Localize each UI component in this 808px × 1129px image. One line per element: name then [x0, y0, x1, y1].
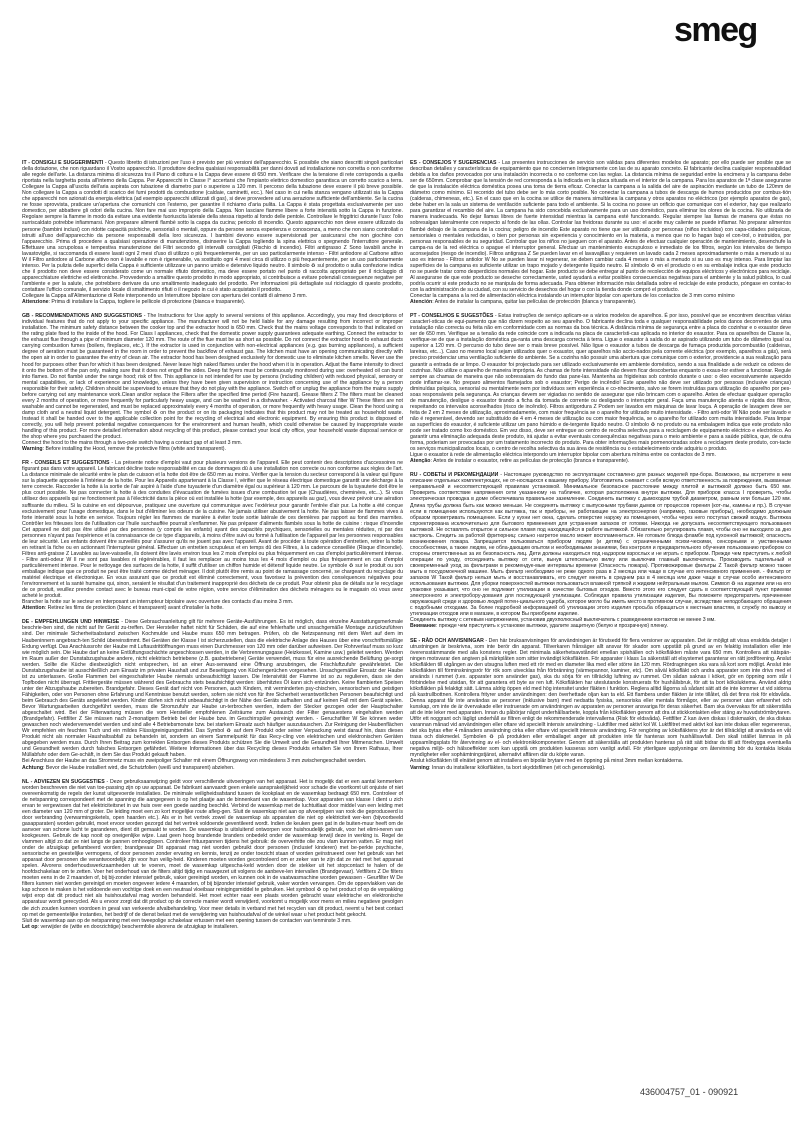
section-se [410, 638, 791, 771]
note-label: Varning [410, 764, 430, 771]
right-column [410, 160, 791, 1075]
note-label: Warning [22, 446, 43, 453]
note-text: Conectar la campana a la red de alimentación eléctrica instalando un interruptor bipolar con apertura de los contactos de 3 mm como mínimo [410, 293, 735, 300]
section-note [22, 605, 403, 611]
section-gb [22, 313, 403, 452]
section-heading: SE - RÅD OCH ANVISNINGAR [410, 637, 484, 644]
document-code: 436004757_01 - 090921 [640, 1087, 739, 1097]
note-text: : Antes de instalar la campana, quitar las películas de protección (blanca y transparente). [432, 299, 637, 306]
instruction-columns [12, 160, 798, 1075]
left-column [22, 160, 403, 1075]
note-text: Ligue o exaustor à rede de alimentação eléctrica interpondo um interruptor bipolar com abertura mínima entre os contactos de 3 mm. [410, 452, 716, 459]
note-text: Anslut köksfläkten till elnätet genom att installera en bipolär brytare med en öppning på minst 3mm mellan kontakterna. [410, 758, 684, 765]
section-it [22, 160, 403, 305]
section-nl [22, 779, 403, 930]
section-ru [410, 472, 791, 629]
note-text: : verwijder de (witte en doorzichtige) beschermfolie alvorens de afzuigkap te installeren. [37, 923, 239, 930]
section-body: - Diese Gebrauchsanleitung gilt für mehrere Geräte-Ausführungen. Es ist möglich, dass einzelne Ausstattungsmerkmale beschrie-ben sind, die nicht auf Ihr Gerät zu-treffen. Der Hersteller haftet nicht für Schäden, die auf eine fehlerhafte und unsachgemäße Montage zurückzuführen sind. Der minimale Sicherheitsabstand zwischen Kochmulde und Haube muss 650 mm betragen. Prüfen, ob die Netzspannung mit dem Wert auf dem im Haubeninnern angebrach-ten Schild übereinstimmt. Bei Geräten der Klasse I ist sicherzustellen, dass die elektrische Anlage des Hauses über eine vorschriftsmäßige Erdung verfügt. Das Anschlussrohr der Haube mit Luftaustrittöffnungen muss einen Durchmesser von 120 mm oder darüber aufweisen. Der Rohrverlauf muss so kurz wie möglich sein. Die Haube darf an keine Entlüftungsschächte angeschlossen werden, in die Verbrennungsgase (Heizkessel, Kamine usw.) geleitet werden. Werden im Raum außer der Dunstabzugshaube andere, nicht elektrisch betriebene (z.B. gasbetriebene) Geräte verwendet, muss für eine ausreichende Belüftung ge-sorgt werden. Sollte die Küche diesbezüglich nicht entsprechen, ist an einer Aus-senwand eine Öffnung anzubringen, die Frischluftzufuhr gewährleistet. Die Dunstabzugshaube ist ausschließlich zum Einsatz im privaten Haushalt und zur Beseitigung von Küchengerüchen vorgesehen. Unsachgemäßer Einsatz der Haube ist zu unterlassen. Große Flammen bei eingeschalteter Haube niemals unbeaufsichtigt lassen. Die Intensivität der Flamme ist so zu regulieren, dass sie den Topfboden nicht überragt. Frittiergeräte müssen während des Gebrauchs stets beaufsichtigt werden: überhitztes Öl kann sich entzünden. Keine flambierten Speisen unter der Abzugshaube zubereiten. Brandgefahr. Dieses Gerät darf nicht von Personen, auch Kindern, mit verminderten psy-chischen, sensorischen und geistigen Fähigkeiten, oder von Personen ohne Erfahrung und Kenntnisse benutzt werden, sofern sie nicht von für ihre Sicherheit verantwortlichen Personen beaufsichtigt und beim Gebrauch des Geräts angeleitet werden. Kinder dürfen sich nicht unbeaufsichtigt in der Nähe des Geräts aufhalten und auf keinen Fall mit dem Gerät spielen. Bevor Wartungsarbeiten durchgeführt werden, muss die Stromzufuhr zur Haube un-terbrochen werden, indem der Stecker gezogen oder der Hauptschalter abgeschaltet wird. Bei der Filterwartung müssen die vom Hersteller empfohlenen Zeiträume zum Austausch der Filter genauestens eingehalten werden (Brandgefahr). Fettfilter Z Sie müssen nach 2-monatigem Betrieb bei der Haube bzw. im Geschirrspüler gereinigt werden. - Geruchsfilter W Sie können weder gewaschen noch wiederverwendet werden und sind alle 4 Betriebsmonate bzw. bei starkem Einsatz auch häufiger auszutauschen. Zur Reinigung der Haubenflächen Wir empfehlen ein feuchtes Tuch und ein mildes Flüssigreinigungsmittel. Das Symbol ♻ auf dem Produkt oder seiner Verpackung weist darauf hin, dass dieses Produkt nicht als normaler Haushaltsabfall zu behandeln ist, sondern an einem Sammelpunkt für das Recy-cling von elektrischen und elektronischen Geräten abgegeben werden muss. Durch Ihren Beitrag zum korrekten Entsorgen dieses Produkts schützen Sie die Umwelt und die Gesundheit Ihrer Mitmenschen. Umwelt und Gesundheit werden durch falsches Entsorgen gefährdet. Weitere Informationen über das Recycling dieses Produkts erhalten Sie von Ihrem Rathaus, Ihrer Müllabfuhr oder dem Ge-schäft, in dem Sie das Produkt gekauft haben. [22, 619, 403, 759]
section-pt [410, 313, 791, 464]
section-heading: FR - CONSEILS ET SUGGESTIONS [22, 460, 110, 467]
section-note [410, 458, 791, 464]
section-heading: GB - RECOMMENDATIONS AND SUGGESTIONS [22, 313, 142, 320]
note-label: Atención [410, 299, 433, 306]
section-body: - Deze gebruiksaanwijzing geldt voor verschillende uitvoeringen van het apparaat. Het is mogelijk dat er een aantal kenmerken worden beschreven die niet van toe-passing zijn op uw apparaat. De fabrikant aanvaardt geen enkele aansprakelijkheid voor schade die voortkomt uit onjuiste of niet overeenkomstig de regels der kunst uitgevoerde installaties. De minimale veiligheidsafstand tussen de kookplaat en de wasemkap bedraagt 650 mm. Controleer of de netspanning correspondeert met de spanning die aangegeven is op het plaatje aan de binnenkant van de wasemkap. Voor apparaten van klasse I dient u zich ervan te vergewissen dat het elektriciteitsnet in uw huis over een goede aarding beschikt. Verbind de wasemkap met de luchtuitlaat door middel van een leiding met een diameter van 120 mm of groter. De leiding moet een zo kort mogelijke route afleg-gen. Sluit de wasemkap niet aan op afvoerpijpen van rook die geproduceerd is door verbranding (verwarmingsketels, open haarden etc.). Als er in het vertrek zowel de wasemkap als apparaten die niet op elektriciteit wer-ken (bijvoorbeeld gasapparaten) worden gebruikt, moet ervoor worden gezorgd dat het vertrek voldoende geventileerd wordt. Indien de keuken geen gat in de buiten-muur heeft om de aanvoer van schone lucht te garanderen, dient dit gemaakt te worden. De wasemkap is uitsluitend ontworpen voor huishoudelijk gebruik, voor het elimi-neren van kookgeuren. Gebruik de kap nooit op oneigenlijke wijze. Laat geen hoog brandende branders onbedekt onder de wasemkap terwijl deze in werking is. Regel de vlammen altijd zo dat ze niet langs de pannen omhooglopen. Controleer frituurpannen tijdens het gebruik: de oververhitte olie zou vlam kunnen vatten. Er mag niet onder de afzuigkap geflambeerd worden; brandgevaar Dit apparaat mag niet worden gebruikt door personen (inclusief kinderen) met be-perkte psychische, sensorische en geestelijke vermogens, of door personen zonder ervaring en kennis, tenzij ze onder toezicht staan of worden geïnstrueerd over het gebruik van het apparaat door personen die verantwoordelijk zijn voor hun veilig-heid. Kinderen moeten worden gecontroleerd om er zeker van te zijn dat ze niet met het apparaat spelen. Alvorens onderhoudswerkzaamheden uit te voeren, moet de wasemkap uitgescha-keld worden door de stekker uit het stopcontact te halen of de hoofdschakelaar om te zetten. Voer het onderhoud van de filters altijd tijdig en nauwgezet uit volgens de aanbeve-len intervallen (Brandgevaar). Vetfilters Z De filters moeten eens in de 2 maanden of, bij bij-zonder intensief gebruik, vaker gereinigd worden, en kunnen ook in de vaatwasmachine worden gewassen - Geurfilter W De filters kunnen niet worden gereinigd en moeten ongeveer iedere 4 maanden, of bij bijzonder intensief gebruik, vaker worden vervangen. Om de oppervlakken van de kap schoon te maken is het voldoende een vochtige doek en een neutraal vloeibaar reinigingsmiddel te gebruiken. Het symbool ♻ op het product of op de verpakking wijst erop dat dit product niet als huishoudafval mag worden behandeld. Het moet echter naar een plaats worden gebracht waar elektrische en elektronische apparatuur wordt gerecycled. Als u ervoor zorgt dat dit product op de correcte manier wordt verwijderd, voorkomt u mogelijk voor mens en milieu negatieve gevolgen die zich zouden kunnen voordoen in geval van verkeerde afvalbehandeling. Voor meer details in verband met het recyclen van dit product, neemt u het best contact op met de gemeentelijke instanties, het bedrijf of de dienst belast met de verwijdering van huishoudafval of de winkel waar u het product hebt gekocht. [22, 778, 403, 918]
section-note [22, 446, 403, 452]
section-heading: ES - CONSEJOS Y SUGERENCIAS [410, 160, 497, 166]
section-de [22, 619, 403, 770]
note-text: : Retirez les films de protection (blanc et transparent) avant d'installer la hotte. [44, 605, 224, 612]
section-body: - La présente notice d'emploi vaut pour plusieurs versions de l'appareil. Elle peut contenir des descriptions d'accessoires ne figurant pas dans votre appareil. Le fabricant décline toute responsabilité en cas de dommages dû à une installation non correcte ou non conforme aux règles de l'art. La distance minimale de sécurité entre le plan de cuisson et la hotte doit être de 650 mm au moins. Vérifier que la tension du secteur correspond à la valeur qui figure sur la plaquette apposée à l'intérieur de la hotte. Pour les Appareils appartenant à la Classe I, vérifier que le réseau électrique domestique garantit une décharge à la terre correcte. Raccorder la hotte à la sortie de l'air aspiré à l'aide d'une tuyauterie d'un diamètre égal ou supérieur à 120 mm. Le parcours de la tuyauterie doit être le plus court possible. Ne pas connecter la hotte à des conduites d'évacuation de fumées issues d'une combustion tel que (Chaudières, cheminées, etc...). Si vous utilisez des appareils qui ne fonctionnent pas à l'électricité dans la pièce où est installée la hotte (par exemple, des appareils au gaz), vous devez prévoir une aération suffisante du milieu. Si la cuisine en est dépourvue, pratiquez une ouverture qui communique avec l'extérieur pour garantir l'entrée d'air pur. La hotte a été conçue exclusivement pour l'usage domestique, dans le but d'éliminer les odeurs de la cuisine. Ne jamais utiliser abusivement la hotte. Ne pas laisser de flammes vives à forte intensité sous la hotte en service. Toujours régler les flammes de manière à éviter toute sortie latérale de ces dernières par rapport au fond des marmites. Contrôler les friteuses lors de l'utilisation car l'huile surchauffée pourrait s'enflammer. Ne pas préparer d'aliments flambés sous la hotte de cuisine : risque d'incendie Cet appareil ne doit pas être utilisé par des personnes (y compris les enfants) ayant des capacités psychiques, sensorielles ou mentales réduites, ni par des personnes n'ayant pas l'expérience et la connaissance de ce type d'appareils, à moins d'être suivi ou formé à l'utilisation de l'appareil par les personnes responsables de leur sécurité. Les enfants doivent être surveillés pour s'assurer qu'ils ne jouent pas avec l'appareil. Avant de procéder à toute opération d'entretien, retirer la hotte en retirant la fiche ou en actionnant l'interrupteur général. Effectuer un entretien scrupuleux et en temps dû des Filtres, à la cadence conseillée (Risque d'incendie). Filtres anti-graisse Z Lavables au lave-vaisselle, ils doivent être lavés environ tous les 2 mois d'emploi ou plus fréquemment en cas d'emploi particulièrement intense. - Filtre anti-odeur W Il ne sont pas lavables ni régénérables, il faut les remplacer au moins tous les 4 mois d'emploi ou plus fréquemment en cas d'emploi particulièrement intense. Pour le nettoyage des surfaces de la hotte, il suffit d'utiliser un chiffon humide et détersif liquide neutre. Le symbole ♻ sur le produit ou son emballage indique que ce produit ne peut être traité comme déchet ménager. Il doit plutôt être remis au point de ramassage concerné, se chargeant du recyclage du matériel électrique et électronique. En vous assurant que ce produit est éliminé correctement, vous favorisez la prévention des conséquences négatives pour l'environnement et la santé humaine qui, sinon, seraient le résultat d'un traitement inapproprié des déchets de ce produit. Pour obtenir plus de détails sur le recyclage de ce produit, veuillez prendre contact avec le bureau muni-cipal de votre région, votre service d'élimination des déchets ménagers ou le magasin où vous avez acheté le produit. [22, 460, 403, 600]
note-label: Achtung [22, 764, 44, 771]
note-label: Внимание [410, 623, 436, 630]
section-heading: PT - CONSELHOS E SUGESTÕES [410, 313, 494, 320]
note-text: Sluit de wasemkap aan op de netspanning met een tweepolige schakelaar ertussen met een opening tussen de contacten van tenminste 3 mm. [22, 917, 352, 924]
section-heading: IT - CONSIGLI E SUGGERIMENTI [22, 160, 104, 166]
note-label: Attention [22, 605, 45, 612]
section-fr [22, 460, 403, 611]
note-text: : Bevor die Haube installiert wird, die Schutzfolien (weiß und transparent) abziehen. [43, 764, 235, 771]
note-text: Brancher la hotte sur le secteur en interposant un interrupteur bipolaire avec ouverture des contacts d'au moins 3 mm. [22, 599, 294, 606]
section-heading: RU - СОВЕТЫ И РЕКОМЕНДАЦИИ [410, 472, 499, 479]
section-es [410, 160, 791, 305]
section-note [410, 299, 791, 305]
note-text: : Prima di installare la Cappa, togliere le pellicole di protezione (bianca e trasparente). [48, 299, 246, 306]
section-note [410, 765, 791, 771]
section-note [22, 299, 403, 305]
section-note [22, 765, 403, 771]
smeg-logo [674, 14, 784, 48]
section-body: - Questo libretto di istruzioni per l'uso è previsto per più versioni dell'apparecchio. È possibile che siano descritti singoli particolari della dotazione, che non riguardano il Vostro apparecchio. Il produttore declina qualsiasi responsabilità per danni dovuti ad installazione non corretta o non conforme alle regole dell'arte. La distanza minima di sicurezza tra il Piano di cottura e la Cappa deve essere di 650 mm. Verificare che la tensione di rete corrisponda a quella riportata nella targhetta posta all'interno della Cappa. Per Apparecchi in Classe I° accertarsi che l'impianto elettrico domestico garantisca un corretto scarico a terra. Collegare la Cappa all'uscita dell'aria aspirata con tubazione di diametro pari o superiore a 120 mm. Il percorso della tubazione deve essere il più breve possibile. Non collegare la Cappa a condotti di scarico dei fumi prodotti da combustione (caldaie, caminetti, ecc.). Nel caso in cui nella stanza vengano utilizzati sia la Cappa che apparecchi non azionati da energia elettrica (ad esempio apparecchi utilizzati di gas), si deve provvedere ad una aerazione sufficiente dell'ambiente. Se la cucina ne fosse sprovvista, praticare un'apertura che comunichi con l'esterno, per garantire il richiamo d'aria pulita. La Cappa è stata progettata esclusivamente per uso domestico, per abbattere gli odori della cucina. Non fare mai uso improprio della Cappa. Non lasciare fiamme libere a forte intensità sotto la Cappa in funzione. Regolare sempre la fiamme in modo da evitare una evidente fuoriuscita laterale della stessa rispetto al fondo delle pentole. Controllare le friggitrici durante l'uso: l'olio surriscaldato potrebbe infiammarsi. Non preparare alimenti flambè sotto la cappa da cucina; pericolo di incendio. Questo apparecchio non deve essere utilizzato da persone (bambini inclusi) con ridotte capacità psichiche, sensoriali o mentali, oppure da persone senza esperienza e conoscenza, a meno che non siano controllati o istruiti all'uso dell'apparecchio da persone responsabili della loro sicurezza. I bambini devono essere supervisionati per assicurarsi che non giochino con l'apparecchio. Prima di procedere a qualsiasi operazione di manutenzione, disinserire la Cappa togliendo la spina elettrica o spegnendo l'interruttore generale. Effettuare una scrupolosa e tempestiva manutenzione dei Filtri secondo gli intervalli consigliati (Rischio di incendio). Filtri antigrasso Z Sono lavabili anche in lavastoviglie, si raccomanda di essere lavati ogni 2 mesi d'uso di utilizzo o più frequentemente, per un uso particolarmente intenso - Filtri antiodore al Carbone attivo W il Filtro antiodore al Carbone attivo non è lavabile e non è rigenerabile, va sostituito ogni 4 mesi circa di utilizzo o più frequentemente, per un uso particolarmente intenso. Per la pulizia delle superfici della Cappa è sufficiente utilizzare un panno umido e detersivo liquido neutro. Il simbolo ♻ sul prodotto o sulla confezione indica che il prodotto non deve essere considerato come un normale rifiuto domestico, ma deve essere portato nel punto di raccolta appropriato per il riciclaggio di apparecchiature elettriche ed elettroniche. Provvedendo a smaltire questo prodotto in modo appropriato, si contribuisce a evitare potenziali conseguenze negative per l'ambiente e per la salute, che potrebbero derivare da uno smaltimento inadeguato del prodotto. Per informazioni più dettagliate sul riciclaggio di questo prodotto, contattare l'ufficio comunale, il servizio locale di smaltimento rifiuti o il negozio in cui è stato acquistato il prodotto. [22, 160, 403, 293]
note-label: Let op [22, 923, 38, 930]
note-text: Connect the hood to the mains through a two-pole switch having a contact gap of at least 3 mm. [22, 440, 243, 447]
section-note [410, 623, 791, 629]
note-text: Соединить вытяжку с сетевым напряжением, установив двухполюсный выключатель с разведением контактов не менее 3 мм. [410, 617, 716, 624]
section-body: - The Instructions for Use apply to several versions of this appliance. Accordingly, you may find descriptions of individual features that do not apply to your specific appliance. The manufacturer will not be held liable for any damage resulting from incorrect or improper installation. The minimum safety distance between the cooker top and the extractor hood is 650 mm. Check that the mains voltage corresponds to that indicated on the rating plate fixed to the inside of the hood. For Class I appliances, check that the domestic power supply guarantees adequate earthing. Connect the extractor to the exhaust flue through a pipe of minimum diameter 120 mm. The route of the flue must be as short as possible. Do not connect the extractor hood to exhaust ducts carrying combustion fumes (boilers, fireplaces, etc.). If the extractor is used in conjunction with non-electrical appliances (e.g. gas burning appliances), a sufficient degree of aeration must be guaranteed in the room in order to prevent the backflow of exhaust gas. The kitchen must have an opening communicating directly with the open air in order to guarantee the entry of clean air. The extractor hood has been designed exclusively for domestic use to eliminate kitchen smells. Never use the hood for purposes other than for which it has been designed. Never leave high naked flames under the hood when it is in operation. Adjust the flame intensity to direct it onto the bottom of the pan only, making sure that it does not engulf the sides. Deep fat fryers must be continuously monitored during use: overheated oil can burst into flames. Do not flambè under the range hood; risk of fire. This appliance is not intended for use by persons (including children) with reduced physical, sensory or mental capabilities, or lack of experience and knowledge, unless they have been given supervision or instruction concerning use of the appliance by a person responsible for their safety. Children should be supervised to ensure that they do not play with the appliance. Switch off or unplug the appliance from the mains supply before carrying out any maintenance work.Clean and/or replace the Filters after the specified time period (Fire hazard). Grease filters Z The filters must be cleaned every 2 months of operation, or more frequently for particularly heavy usage, and can be washed in a dishwasher. - Activated charcoal filter W These filters are not washable and cannot be regenerated, and must be replaced approximately every 4 months of operation, or more frequently with heavy usage. Clean the hood using a damp cloth and a neutral liquid detergent. The symbol ♻ on the product or on its packaging indicates that this product may not be treated as household waste. Instead it shall be handed over to the applicable collection point for the recycling of electrical and electronic equipment. By ensuring this product is disposed of correctly, you will help prevent potential negative consequences for the environment and human health, which could otherwise be caused by inappropriate waste handling of this product. For more detailed information about recycling of this product, please contact your local city office, your household waste disposal service or the shop where you purchased the product. [22, 313, 403, 441]
section-body: - Настоящее руководство по эксплуатации составлено для разных моделей при-бора. Возможно, вы встретите в нем описание отдельных комплектующих, не от-носящихся к вашему прибору. Изготовитель снимает с себя всякую ответственность за повреждения, вызванные неправильной и несоответствующей правилам установкой. Минимальное безопасное расстояние между плитой и вытяжкой должно быть 650 мм. Проверить соответствие напряжения сети указанному на табличке, которая расположена внутри вытяжки. Для приборов класса I проверить, чтобы электрическая проводка в доме обеспечивала правильное заземление. Соединить вытяжку с дымоходом трубой диаметром, равным или больше 120 мм. Длина трубы должна быть как можно меньше. Не соединять вытяжку с выпускными трубами дымов от процессов горения (кот-лы, камины и пр.). В случае если в помещении используются как вытяжка, так и приборы, не работающие на электроэнергии (например, газовые приборы), необходимо должным образом проветривать помещение. Если у кухни нет окна, сделать отверстие наружу из помещения, чтобы через него поступал свежий воздух. Вытяжка спроектирована исключительно для бытового применения для устранения запахов от готовки. Никогда не допускать несоответствующего пользования вытяжкой. Не оставлять открытое и сильное пламя под находящейся в работе вытяжкой. Обязательно регулировать пламя, чтобы оно не выходило за дно кастрюль. Следить за работой фритюрниц: сильно нагретое масло может воспламениться. Не готовьте блюда фламбе под кухонной вытяжкой; опасность возникновения пожара. Запрещается пользоваться прибором людям (и детям) с ограниченными психи-ческими, сенсорными и умственными способностями, а также людям, не обла-дающим опытом и необходимыми знаниями, без контроля и предварительного обучения пользованию прибором со стороны ответственных за их безопасность лиц. Дети должны находиться под надзором взрослых и не играть с прибором. Прежде чем приступить к любой операции по уходу, отсоединить вытяжку от сети, вынув штепсельную вилку или выключив главный выключатель. Производить тщательный и своевременный уход за фильтрами в рекомендуе-мые интервалы времени (Опасность пожара). Противожировые фильтры Z Такой фильтр можно также мыть в посудомоечной машине. Мыть фильтр необходимо не реже одного раза в 2 месяца или чаще в случае его интенсивного применения. - Фильтр от запахов W Такой фильтр нельзя мыть и восстанавливать, его следует менять в среднем раз в 4 месяца или даже чаще в случае особо интенсивного использования вытяжки. Для уборки поверхностей вытяжки пользоваться влажной тряпкой и жидким нейтральным мылом. Символ ♻ на изделии или на его упаковке указывает, что оно не подлежит утилизации в качестве бытовых отходов. Вместо этого его следует сдать в соответствующий пункт приемки электронного и электробору-дования для последующей утилизации. Соблюдая правила утилизации изделия, Вы поможете предотвратить причинение окружающей среде и здоровью людей потен-циального ущерба, которое могло бы иметь место в противном случае, вследствие неподобающего обращения с подобными отходами. За более подробной информацией об утилизации этого изделия просьба обращаться к местным властям, в службу по вывозу и утилизации отходов или в магазин, в котором Вы приобрели изделие. [410, 472, 791, 618]
note-label: Atenção [410, 458, 431, 465]
note-text: : Before installing the Hood, remove the protective films (white and transparent). [42, 446, 226, 453]
note-text: : прежде чем приступить к установке вытяжки, удалите защитную (белую и прозрачную) пленку. [435, 623, 668, 630]
section-body: - Den här bruksanvisningen för användningen är förutsedd för flera versioner av apparaten. Det är möjligt att vissa enskilda detaljer i utrustningen är beskrivna, som inte berör din apparat. Tillverkaren frånsäger allt ansvar för skador som uppstått på grund av en felaktig installation eller inte överensstämmande med alla konstens regler. Det minimala säkerhetsavståndet emellan spishällen och köksfläkten måste vara 650 mm. Kontrollera att nätspän-ningen motsvarar den angiven på märkplåten som sitter invändigt köksfläkten. För apparater i klass 1a säkerställ att elsystemet garanterar en rätt jordförening. Anslut köksfläkten till utgången av den utsugna luften med ett rör med en diameter lika med eller större än 120 mm. Rördragningen ska vara så kort som möjligt. Anslut inte köksfläkten till förminskningsrör för rök som utvecklas från förbränning (värmepannor, kaminer, etc). Om såväl köksfläkt och andra apparater som inte drivs med el används i rummet (t.ex. apparater som använder gas), ska du sörja för en tillräcklig luftning av rummet. Om sådan saknas i köket, gör en öppning som står i förbindelse med utsidan, för att garantera ett byte av ren luft. Köksfläkten har uteslutande konstruerats för hushållsbruk, för att ta bort köksluktema. Använd aldrig köksfläkten på felaktigt sätt. Lämna aldrig öppen eld med hög intensitet under fläkten i funktion. Reglera alltid lågorna så sådant sätt att de inte kommer ut vid sidorna på kastrullbottnen. Kontrollera frityrer under användningen: den överhettade oljan kan ta eld. Ett flambera under fläkten är inte tillåtet, då det finns risk för eldsvåda. Denna apparat får inte användas av personer (inklusive barn) med nedsatta fysiska, sensoriska eller mentala förmågor, eller av personer utan erfarenhet och kunskap, om inte de är övervakade eller instruerade om användningen av apparaten av personer ansvariga för deras säkerhet. Barn ska övervakas för att säkerställa att de inte leker med apparaten. Innan du påbörjar något underhållsarbete, koppla från köksfläkten genom att dra ut stickkontakten eller stäng av huvudströmbrytaren. Utför ett noggrant och lägligt underhåll av filtren enligt de rekommenderade intervallerna (Risk för eldsvåda). Fettfilter Z kan även diskas i diskmaskin, de ska diskas varannan månad vid användningen eller oftare vid speciellt intensiv användning - Luktfilter med aktivt kol W. Luktfiltret med aktivt kol kan inte diskas eller regenereras, det ska bytas efter 4 månaders användning cirka eller oftare vid speciellt intensiv användning. För rengöring av köksfläktens ytor är det tillräckligt att använda en våt trasa och diskmedel. Symbolen ♻ på produkten eller emballaget anger att produkten inte får hanteras som hushållsavfall. Den skall istället lämnas in på uppsamlingsplats för återvinning av el- och elektronikkomponenter. Genom att säkerställa att produkten hanteras på rätt sätt bidrar du till att förebygga eventuella negativa miljö- och hälsoeffekter som kan uppstå om produkten kasseras som vanligt avfall. För ytterligare upplysningar om återvinning bör du kontakta lokala myndigheter eller sophämtningstjänst, alternativt affären där du köpte varan. [410, 637, 791, 759]
note-text: Bei Anschluss der Haube an das Stromnetz muss ein zweipoliger Schalter mit einem Öffnungsweg von mindestens 3 mm zwischengeschaltet werden. [22, 758, 367, 765]
section-heading: NL - ADVIEZEN EN SUGGESTIES [22, 778, 105, 785]
note-label: Attenzione [22, 299, 49, 306]
section-heading: DE - EMPFEHLUNGEN UND HINWEISE [22, 619, 120, 626]
section-body: - Las presentes instrucciones de servicio son válidas para diferentes modelos de aparato; por ello puede ser posible que se describan detalles y características de equipamiento que no conciernen íntegramente con las de su aparato concreto. El fabricante declina cualquier responsabilidad debida a los daños provocados por una instalación incorrecta o no conforme con las reglas. La distancia mínima de seguridad entre la encimera y la campana debe ser de 650mm. Comprobar que la tensión de red corresponda a la indicada en la placa situada en el interior de la campana. Para los aparatos de 1ª clase asegurarse de que la instalación eléctrica doméstica posea una toma de tierra eficaz. Conectar la campana a la salida del aire de aspiración mediante un tubo de 120mm de diámetro como mínimo. El recorrido del tubo debe ser lo más corto posible. No conectar la campana a tubos de descarga de humos producidos por combus-tión (calderas, chimeneas, etc.). En el caso que en la cocina se utilice de manera simultánea la campana y otros aparatos no eléctricos (por ejemplo aparatos de gas), debe haber en la sala un sistema de ventilación suficiente para todo el ambiente. Si la cocina no posee un orificio que comunique con el exterior, hay que realizarlo para garantizar el recambio del aire. La campana ha sido concebida exclusivamente para un uso doméstico, para eliminar los olores de la cocina. No utilizarla de manera inadecuada. No dejar llamas libres de fuerte intensidad mientras la campana esté funcionando. Regular siempre las llamas de manera que éstas no sobresalgan lateralmente con respecto al fondo de las ollas. Controlar las freidoras durante su uso: el aceite muy caliente se puede inflamar. No preparar alimentos flambé debajo de la campana de la cocina; peligro de incendio Este aparato no tiene que ser utilizado por personas (niños incluidos) con capa-cidades psíquicas, sensoriales o mentales reducidas, o bien por personas sin experiencia y conocimiento en la materia, a menos que no lo hagan bajo el con-trol, o instruidos, por personas responsables de su seguridad. Controlar que los niños no jueguen con el aparato. Antes de efectuar cualquier operación de mantenimiento, desenchufe la campa-na de la red eléctrica o apague el interruptor general. Efectuar un mantenimiento escrupuloso e inmediato de los filtros, según los intervalos de tiempo aconsejados (riesgo de incendio). Filtros antigrasa Z Se pueden lavar en el lavavajillas y requieren un lavado cada 2 meses aproximadamente o más a menudo si su uso es intenso - Filtros antiolor W No se pueden lavar ni regenerar, se deben cambiar cada 4 meses o más a menudo si su uso es muy intenso. Para limpiar las superficies de la campana es suficiente utilizar un trapo mojado y detergente líquido neutro. El símbolo ♻ en el producto o en su embalaje indica que este producto no se puede tratar como desperdicios normales del hogar. Este producto se debe entregar al punto de recolección de equipos eléctricos y electrónicos para reciclaje. Al asegurarse de que este producto se deseche correctamente, usted ayudará a evitar posibles consecuencias negativas para el ambiente y la salud pública, lo cual podría ocurrir si este producto no se manipula de forma adecuada. Para obtener información más detallada sobre el reciclaje de este producto, póngase en contac-to con la administración de su ciudad, con su servicio de desechos del hogar o con la tienda donde compró el producto. [410, 160, 791, 293]
section-note [22, 924, 403, 930]
section-body: - Estas instruções de serviço aplicam-se a vários modelos de aparelhos. É por isso, possível que se encontrem descritas várias caracterí-sticas de equi-pamento que não dizem respeito ao seu aparelho. O fabricante declina toda e qualquer responsabilidade pelos danos decorrentes de uma instalação não correcta ou feita não em conformidade com as normas da boa técnica. A distância mínima de segurança entre a placa do cozinhar e o exaustor deve ser de 650 mm. Verifique se a tensão da rede coincide com a indicada na placa de característi-cas aplicada no interior do exaustor. Para os aparelhos de Classe Ia, verifique-se de que a instalação doméstica ga-ranta uma descarga correcta à terra. Ligue o exaustor à saída do ar aspirado utilizando um tubo de diâmetro igual ou superior a 120 mm. O percurso do tubo deve ser o mais breve possível. Não ligue o exaustor a tubos de descarga de fumaça produzida porcombustão (caldeiras, lareiras, etc...). Caso no mesmo local sejam utilizados quer o exaustor, quer aparelhos não accio-nados pela corrente eléctrica (por exemplo, aparelhos a gás), será preciso providenciar uma ventilação suficiente do ambiente. Se a cozinha não possuir uma abertura que comunique com o exterior, providencie a sua realização para garantir a entrada de ar limpo. O exaustor foi projectado para ser utilizado exclusivamente em ambiente doméstico, sendo a sua finalidade a de reduzir os odores de cozinhas. Não utilize o aparelho de maneira imprópria. As chamas de forte intensidade não devem ficar descobertas enquanto o exaus-tor estiver a funcionar. Regule sempre as chamas de maneira que não sobressaiam do fundo das pane-las. Mantenha as frigideiras sob controlo durante o uso: o óleo excessivamente aquecido pode inflamar-se. No preparo alimentos flamejados sob o exaustor; Perigo de incêndio! Este aparelho não deve ser utilizado por pessoas (inclusive crianças) diminuídas psíquica, sensorial ou mentalmente nem por indivíduos sem experiência e co-nhecimento, salvo se forem instruídas para utilização do aparelho por pes-soas responsáveis pela segurança. As crianças devem ser vigiadas no sentido de assegurar que não brincam com o aparelho. Antes de efectuar qualquer operação de manutenção, desligue o exaustor tirando a ficha da tomada de corrente ou desligando o interruptor geral. Faça uma manutenção atenta e rápida dos filtros, respeitando os intervalos aconselhados (risco de incêndio). Filtros antigordura Z Podem ser lavados em máquinas de lavar louça. A operação de lavagem deve ser feita de 2 em 2 meses de utilização, aproximadamente, com maior frequência se o aparelho for utilizado muito intensidade. - Filtro anti-odor W Não pode ser lavado e não é regenerável, devendo ser substituído de 4 em 4 meses de utilização ou com maior frequência, se o aparelho for utilizado com muita intensidade. Para limpar as superfícies do exaustor, é suficiente utilizar um pano húmido e de-tergente líquido neutro. O símbolo ♻ no produto ou na embalagem indica que este produto não pode ser tratado como lixo doméstico. Em vez disso, deve ser entregue ao centro de recolha selectiva para a reciclagem de equipamento eléctrico e electrónico. Ao garantir uma eliminação adequada deste produto, irá ajudar a evitar eventuais consequências negativas para o meio ambiente e para a saúde pública, que, de outra forma, poderiam ser provocadas por um tratamento incorrecto do produto. Para obter informações mais pormenorizadas sobre a reciclagem deste produto, con-tacte os serviços municipalizados locais, o centro de recolha selectiva da sua área de residência ou o estabelecimento onde adquiriu o produto. [410, 313, 791, 453]
note-text: Collegare la Cappa all'Alimentazione di Rete interponendo un Interruttore bipolare con apertura dei contatti di almeno 3 mm. [22, 293, 308, 300]
note-text: : Antes de instalar o exaustor, retire as películas de protecção (branca e transparente). [430, 458, 630, 465]
note-text: : Innan du installerar köksfläkten, ta bort skyddsfilmen (vit och genomskinlig). [429, 764, 606, 771]
svg-text:smeg: smeg [674, 14, 757, 48]
